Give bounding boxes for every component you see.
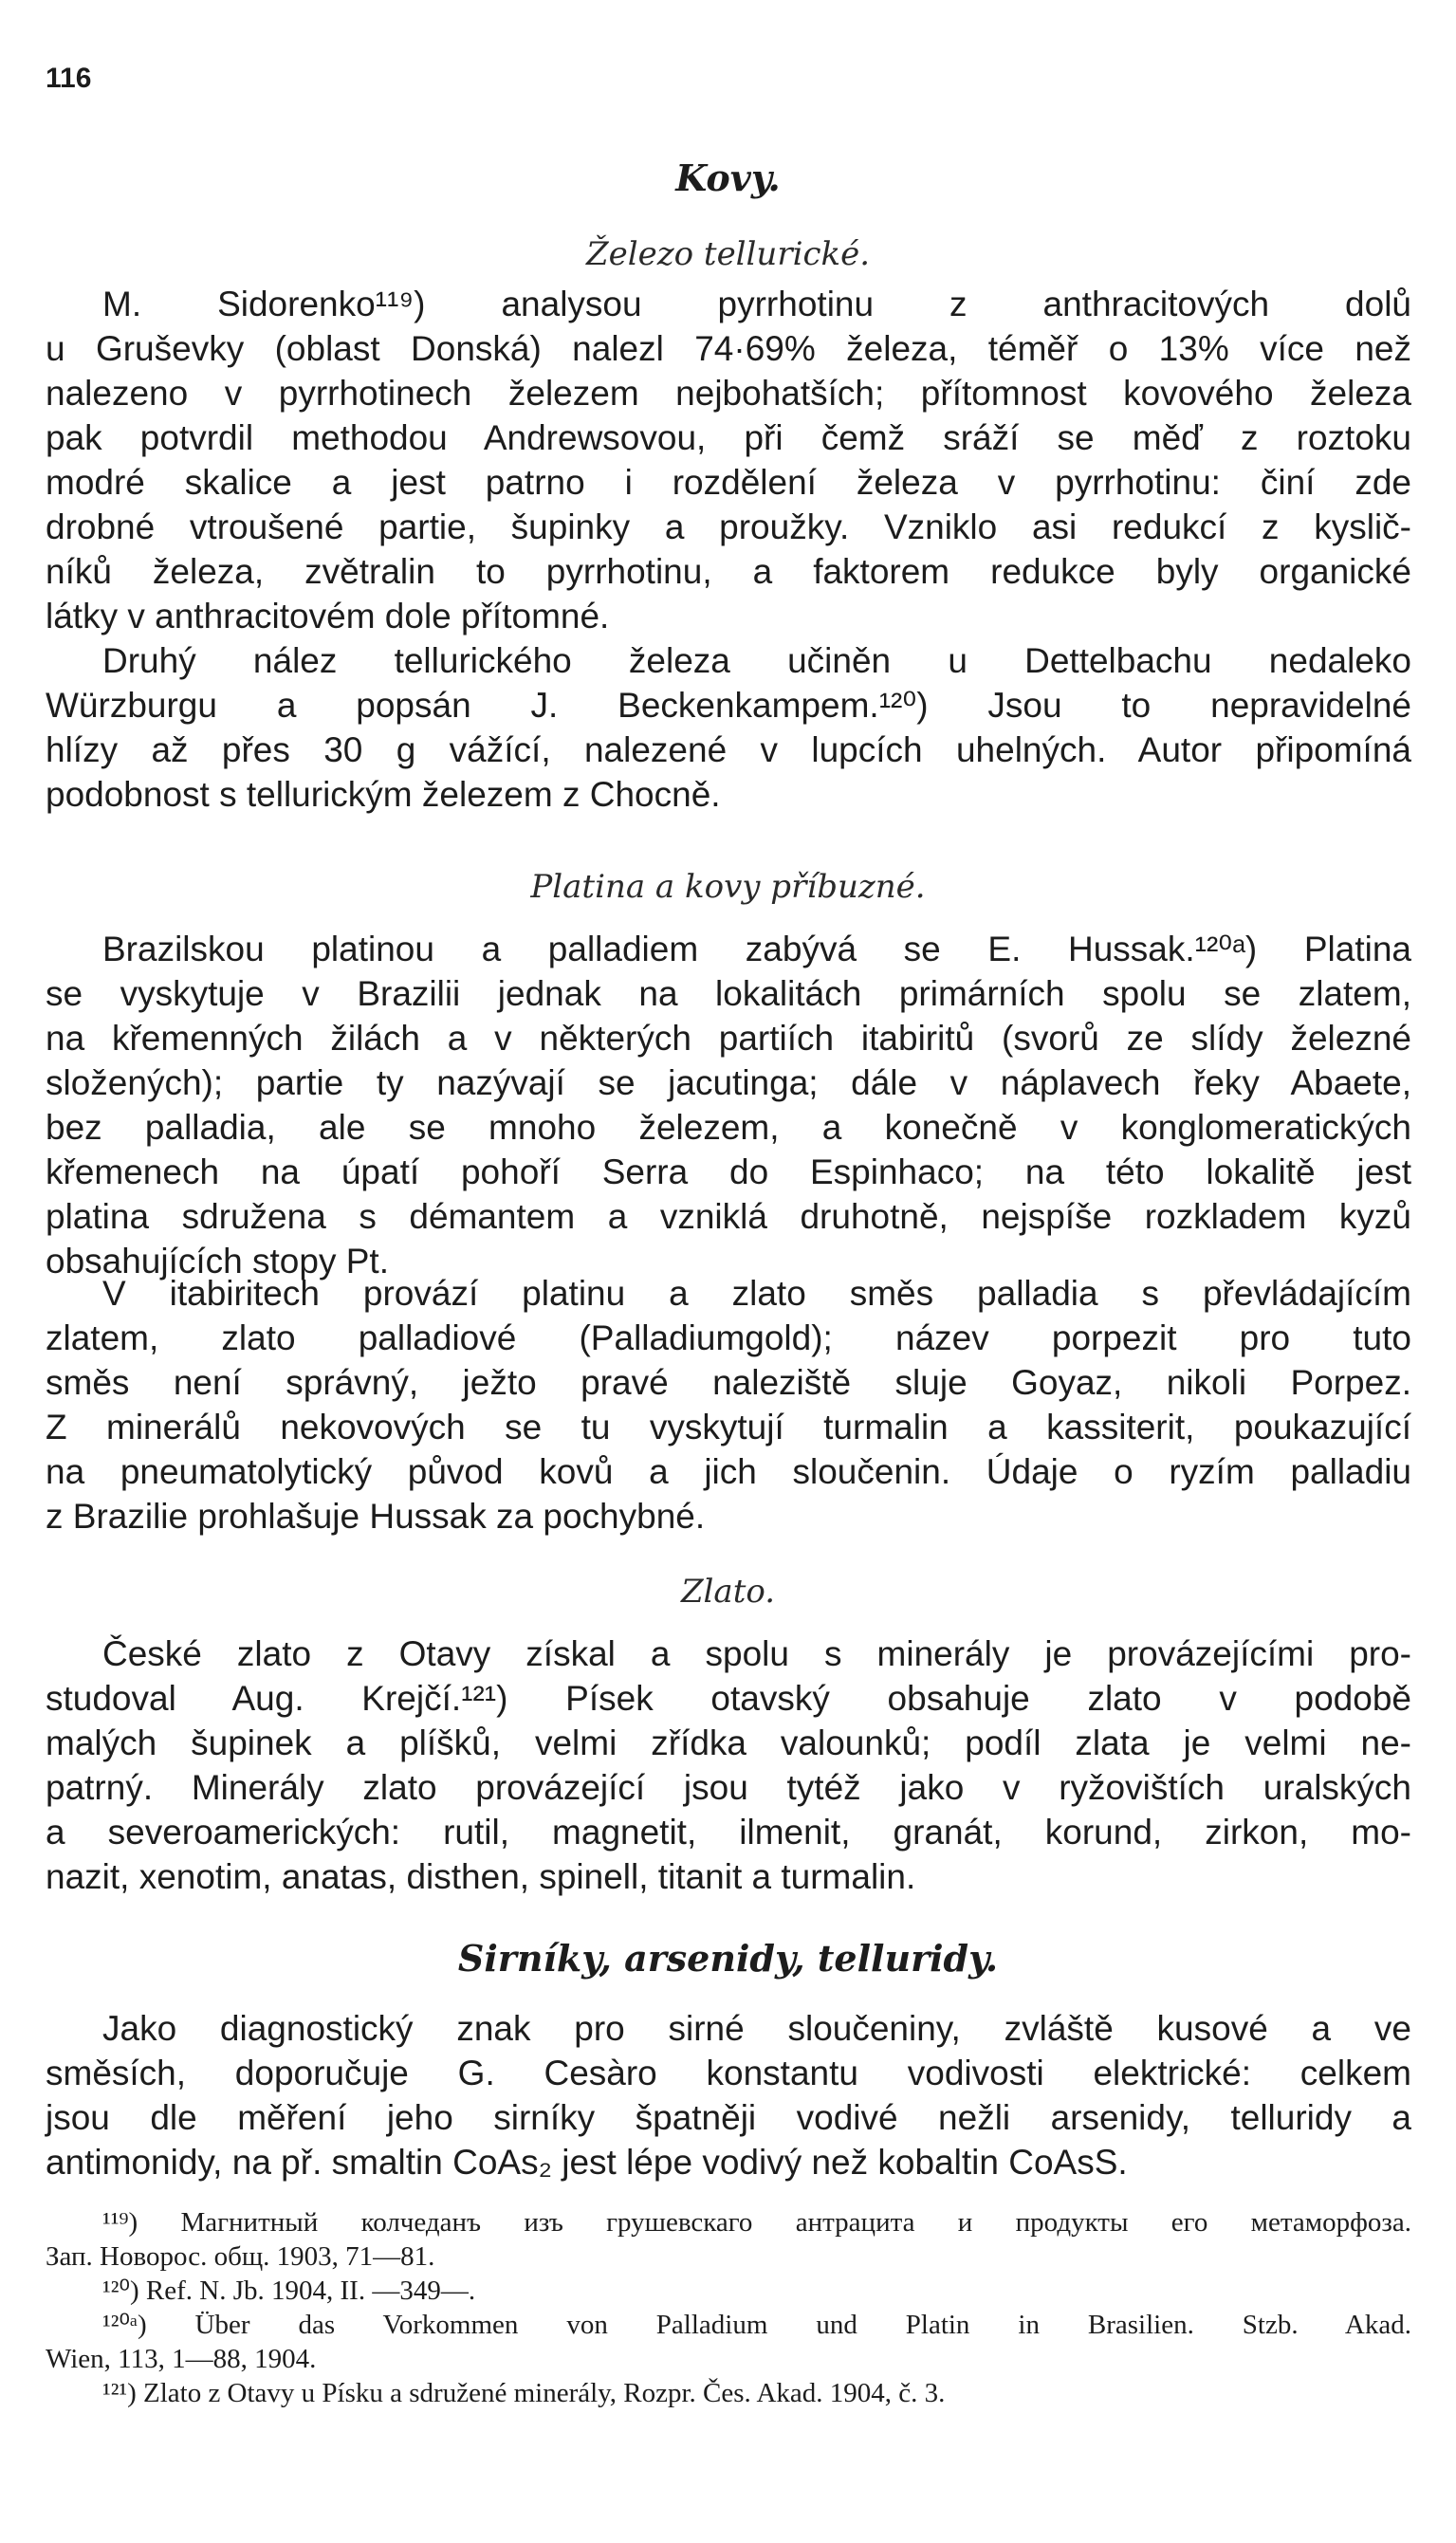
text-line: na křemenných žilách a v některých partiích itabiritů (svorů ze slídy železné: [46, 1019, 1411, 1058]
text-line: jsou dle měření jeho sirníky špatněji vodivé nežli arsenidy, telluridy a: [46, 2098, 1411, 2137]
text-line: směsích, doporučuje G. Cesàro konstantu vodivosti elektrické: celkem: [46, 2054, 1411, 2092]
text-line: níků železa, zvětralin to pyrrhotinu, a faktorem redukce byly organické: [46, 552, 1411, 591]
text-line: studoval Aug. Krejčí.¹²¹) Písek otavský obsahuje zlato v podobě: [46, 1679, 1411, 1718]
text-line: podobnost s tellurickým železem z Chocně.: [46, 775, 721, 814]
text-line: u Gruševky (oblast Donská) nalezl 74·69% železa, téměř o 13% více než: [46, 329, 1411, 368]
text-line: Brazilskou platinou a palladiem zabývá se E. Hussak.¹²⁰ᵃ) Platina: [102, 930, 1411, 968]
text-line: antimonidy, na př. smaltin CoAs₂ jest lépe vodivý než kobaltin CoAsS.: [46, 2143, 1128, 2182]
text-line: složených); partie ty nazývají se jacutinga; dále v náplavech řeky Abaete,: [46, 1063, 1411, 1102]
text-line: Würzburgu a popsán J. Beckenkampem.¹²⁰) Jsou to nepravidelné: [46, 686, 1411, 725]
text-line: drobné vtroušené partie, šupinky a proužky. Vzniklo asi redukcí z kyslič-: [46, 507, 1411, 546]
paragraph-platina-1: [46, 927, 1411, 1283]
paragraph-zlato-1: [46, 1631, 1411, 1899]
paragraph-zelezo-1: [46, 282, 1411, 638]
text-line: Druhý nález tellurického železa učiněn u Dettelbachu nedaleko: [102, 641, 1411, 680]
text-line: zlatem, zlato palladiové (Palladiumgold); název porpezit pro tuto: [46, 1318, 1411, 1357]
section-heading-sirniky: Sirníky, arsenidy, telluridy.: [457, 1937, 999, 1980]
text-line: bez palladia, ale se mnoho železem, a konečně v konglomeratických: [46, 1108, 1411, 1147]
paragraph-sirniky-1: [46, 2006, 1411, 2184]
text-line: směs není správný, ježto pravé naleziště sluje Goyaz, nikoli Porpez.: [46, 1363, 1411, 1402]
page-number: 116: [46, 63, 92, 94]
text-line: hlízy až přes 30 g vážící, nalezené v lupcích uhelných. Autor připomíná: [46, 730, 1411, 769]
text-line: platina sdružena s démantem a vzniklá druhotně, nejspíše rozkladem kyzů: [46, 1197, 1411, 1236]
paragraph-zelezo-2: [46, 638, 1411, 817]
text-line: pak potvrdil methodou Andrewsovou, při čemž sráží se měď z roztoku: [46, 418, 1411, 457]
section-heading-zelezo: Železo tellurické.: [585, 235, 871, 273]
text-line: Jako diagnostický znak pro sirné sloučeniny, zvláště kusové a ve: [102, 2009, 1411, 2048]
section-heading-zlato: Zlato.: [680, 1573, 776, 1611]
footnote-line: ¹²⁰ᵃ) Über das Vorkommen von Palladium und Platin in Brasilien. Stzb. Akad.: [102, 2310, 1411, 2340]
footnote-line: ¹²¹) Zlato z Otavy u Písku a sdružené minerály, Rozpr. Čes. Akad. 1904, č. 3.: [102, 2378, 946, 2408]
section-heading-platina: Platina a kovy příbuzné.: [530, 868, 926, 906]
text-line: M. Sidorenko¹¹⁹) analysou pyrrhotinu z anthracitových dolů: [102, 285, 1411, 323]
footnote-line: ¹¹⁹) Магнитный колчеданъ изъ грушевскаго антрацита и продукты его метаморфоза.: [102, 2207, 1411, 2238]
text-line: modré skalice a jest patrno i rozdělení železa v pyrrhotinu: činí zde: [46, 463, 1411, 502]
text-line: nazit, xenotim, anatas, disthen, spinell, titanit a turmalin.: [46, 1857, 916, 1896]
footnote-line: ¹²⁰) Ref. N. Jb. 1904, II. —349—.: [102, 2276, 476, 2306]
text-line: malých šupinek a plíšků, velmi zřídka valounků; podíl zlata je velmi ne-: [46, 1723, 1411, 1762]
text-line: patrný. Minerály zlato provázející jsou tytéž jako v ryžovištích uralských: [46, 1768, 1411, 1807]
footnote-line: Зап. Новорос. общ. 1903, 71—81.: [46, 2241, 435, 2272]
footnotes: [46, 2205, 1411, 2410]
chapter-heading: Kovy.: [675, 157, 781, 199]
text-line: na pneumatolytický původ kovů a jich sloučenin. Údaje o ryzím palladiu: [46, 1452, 1411, 1491]
paragraph-platina-2: [46, 1271, 1411, 1539]
text-line: obsahujících stopy Pt.: [46, 1242, 389, 1281]
text-line: látky v anthracitovém dole přítomné.: [46, 597, 610, 636]
text-line: a severoamerických: rutil, magnetit, ilmenit, granát, korund, zirkon, mo-: [46, 1813, 1411, 1852]
text-line: z Brazilie prohlašuje Hussak za pochybné.: [46, 1497, 706, 1536]
footnote-line: Wien, 113, 1—88, 1904.: [46, 2344, 317, 2374]
text-line: nalezeno v pyrrhotinech železem nejbohatších; přítomnost kovového železa: [46, 374, 1411, 413]
text-line: České zlato z Otavy získal a spolu s minerály je provázejícími pro-: [102, 1634, 1411, 1673]
text-line: křemenech na úpatí pohoří Serra do Espinhaco; na této lokalitě jest: [46, 1152, 1411, 1191]
text-line: V itabiritech provází platinu a zlato směs palladia s převládajícím: [102, 1274, 1411, 1313]
text-line: Z minerálů nekovových se tu vyskytují turmalin a kassiterit, poukazující: [46, 1408, 1411, 1447]
text-line: se vyskytuje v Brazilii jednak na lokalitách primárních spolu se zlatem,: [46, 974, 1411, 1013]
